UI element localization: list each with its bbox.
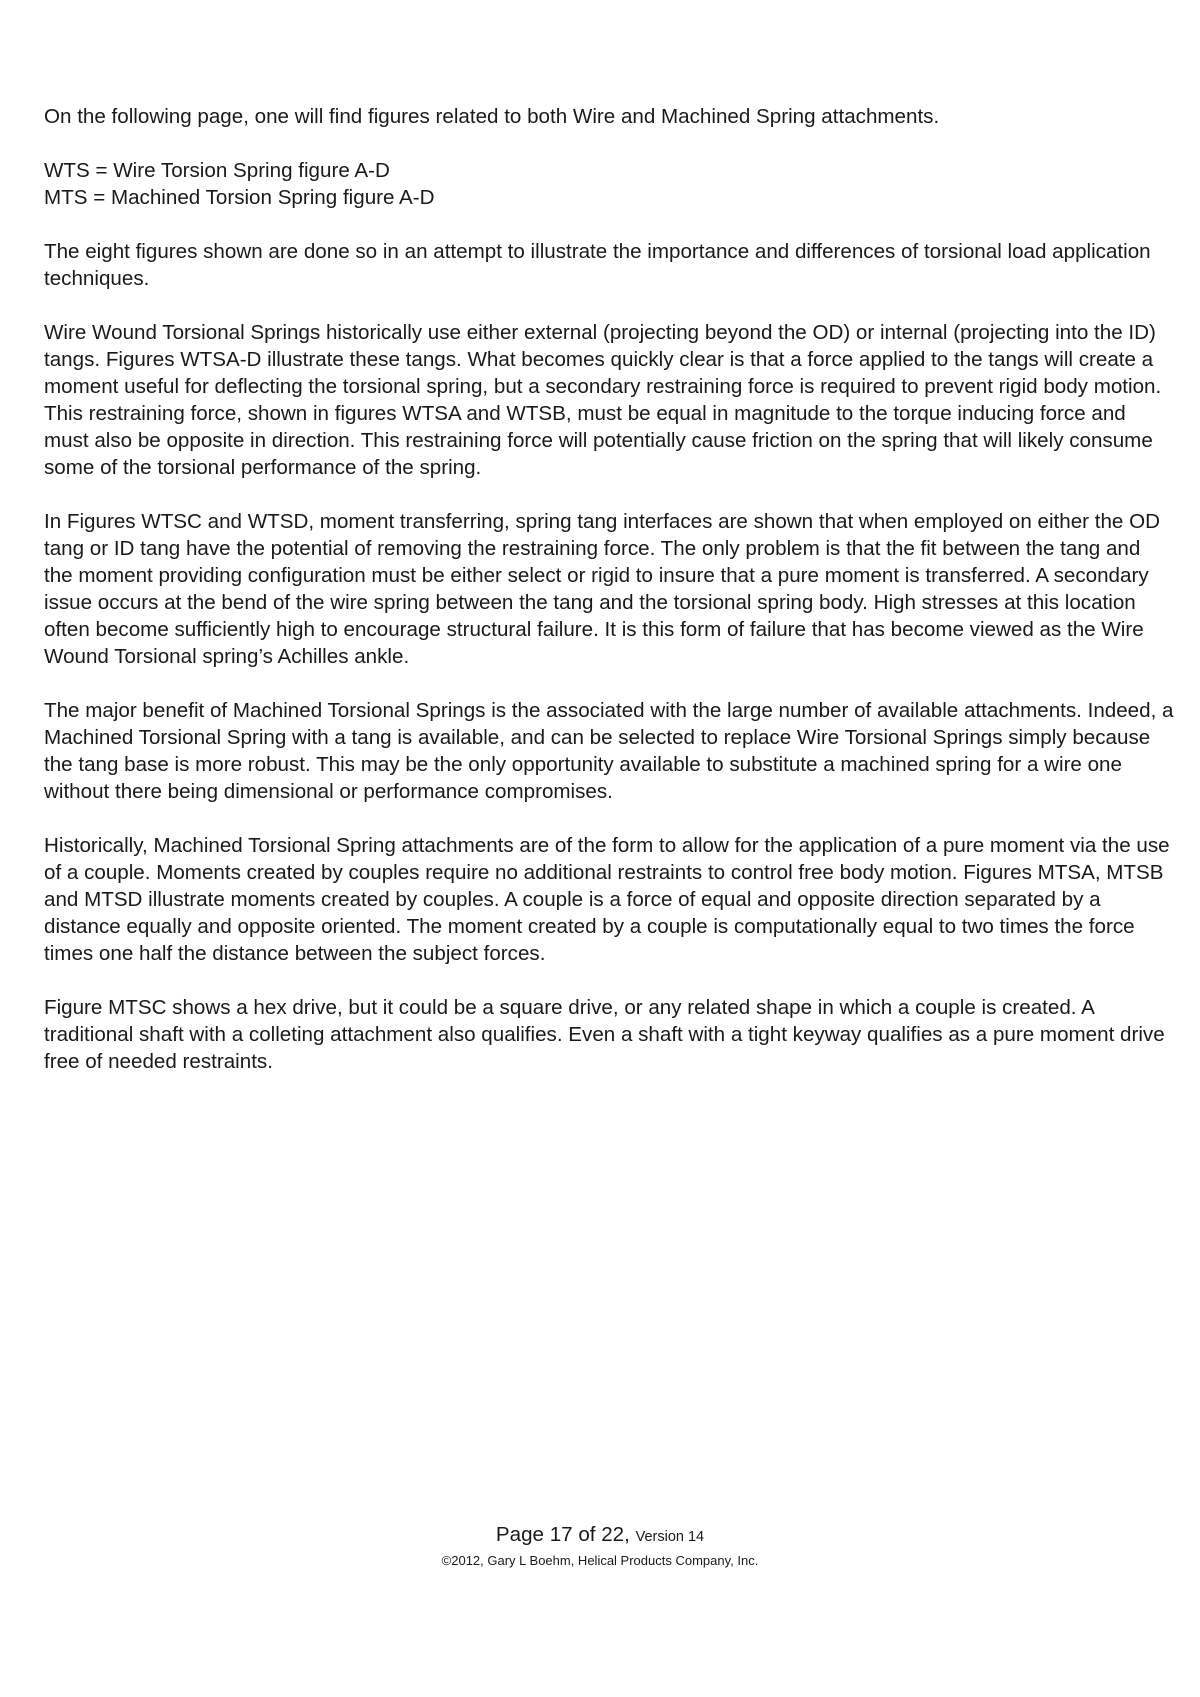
wire-wound-paragraph: Wire Wound Torsional Springs historically use either external (projecting beyond the OD) or internal (projecting into the ID) tangs. Figures WTSA-D illustrate these tangs. What becomes quickly clear is that a force applied to the tangs will create a moment useful for deflecting the torsional spring, but a secondary restraining force is required to prevent rigid body motion. This restraining force, shown in figures WTSA and WTSB, must be equal in magnitude to the torque inducing force and must also be opposite in direction. This restraining force will potentially cause friction on the spring that will likely consume some of the torsional performance of the spring. <box>44 321 1162 479</box>
page-footer <box>0 1522 1200 1570</box>
definitions-block <box>44 157 1174 211</box>
couple-paragraph: Historically, Machined Torsional Spring attachments are of the form to allow for the application of a pure moment via the use of a couple. Moments created by couples require no additional restraints to control free body motion. Figures MTSA, MTSB and MTSD illustrate moments created by couples. A couple is a force of equal and opposite direction separated by a distance equally and opposite oriented. The moment created by a couple is computationally equal to two times the force times one half the distance between the subject forces. <box>44 834 1170 965</box>
machined-benefit-paragraph: The major benefit of Machined Torsional Springs is the associated with the large number of available attachments. Indeed, a Machined Torsional Spring with a tang is available, and can be selected to replace Wire Torsional Springs simply because the tang base is more robust. This may be the only opportunity available to substitute a machined spring for a wire one without there being dimensional or performance compromises. <box>44 699 1174 803</box>
page-number: Page 17 of 22, <box>495 1523 630 1546</box>
hex-drive-paragraph: Figure MTSC shows a hex drive, but it could be a square drive, or any related shape in which a couple is created. A traditional shaft with a colleting attachment also qualifies. Even a shaft with a tight keyway qualifies as a pure moment drive free of needed restraints. <box>44 996 1165 1073</box>
body-text <box>44 103 1174 1102</box>
figures-paragraph: The eight figures shown are done so in an attempt to illustrate the importance and differences of torsional load application techniques. <box>44 240 1151 290</box>
page-number-line <box>0 1522 1200 1550</box>
intro-paragraph: On the following page, one will find figures related to both Wire and Machined Spring attachments. <box>44 105 940 128</box>
definition-wts: WTS = Wire Torsion Spring figure A-D <box>44 159 390 182</box>
version-label: Version 14 <box>635 1529 705 1545</box>
tang-interface-paragraph: In Figures WTSC and WTSD, moment transferring, spring tang interfaces are shown that when employed on either the OD tang or ID tang have the potential of removing the restraining force. The only problem is that the fit between the tang and the moment providing configuration must be either select or rigid to insure that a pure moment is transferred. A secondary issue occurs at the bend of the wire spring between the tang and the torsional spring body. High stresses at this location often become sufficiently high to encourage structural failure. It is this form of failure that has become viewed as the Wire Wound Torsional spring’s Achilles ankle. <box>44 510 1160 668</box>
definition-mts: MTS = Machined Torsion Spring figure A-D <box>44 186 435 209</box>
copyright-notice: ©2012, Gary L Boehm, Helical Products Company, Inc. <box>441 1553 759 1568</box>
